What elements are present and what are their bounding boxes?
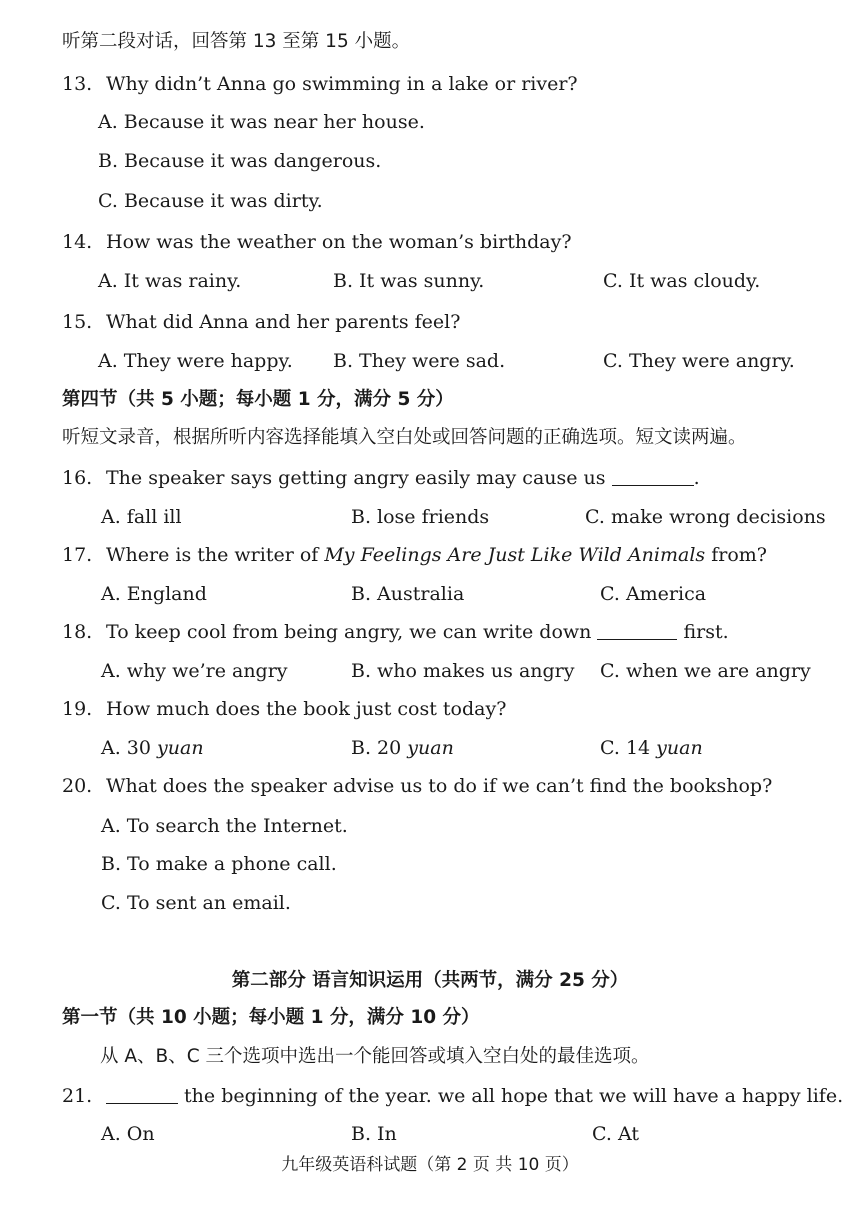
q17-option-a: A. England (101, 583, 207, 605)
question-20 (62, 774, 772, 798)
option-value: B. 20 (351, 737, 402, 759)
dialogue2-instruction: 听第二段对话，回答第 13 至第 15 小题。 (62, 31, 411, 52)
q20-option-b: B. To make a phone call. (101, 853, 337, 875)
question-text: The speaker says getting angry easily may cause us (106, 467, 606, 489)
question-number: 18. (62, 621, 93, 643)
question-text: How much does the book just cost today? (106, 698, 507, 720)
currency-unit: yuan (656, 737, 703, 759)
book-title: My Feelings Are Just Like Wild Animals (324, 544, 706, 566)
q13-option-c: C. Because it was dirty. (98, 190, 323, 212)
q21-option-b: B. In (351, 1123, 397, 1145)
question-text: What did Anna and her parents feel? (106, 311, 461, 333)
q18-option-c: C. when we are angry (600, 660, 811, 682)
question-19 (62, 697, 506, 721)
option-value: C. 14 (600, 737, 651, 759)
q18-option-b: B. who makes us angry (351, 660, 575, 682)
question-text: To keep cool from being angry, we can write down (106, 621, 592, 643)
question-number: 17. (62, 544, 93, 566)
q13-option-b: B. Because it was dangerous. (98, 150, 382, 172)
q19-option-a (101, 736, 204, 760)
page-footer: 九年级英语科试题（第 2 页 共 10 页） (281, 1155, 579, 1175)
q14-option-b: B. It was sunny. (333, 270, 485, 292)
q21-option-a: A. On (101, 1123, 155, 1145)
question-number: 19. (62, 698, 93, 720)
q14-option-c: C. It was cloudy. (603, 270, 761, 292)
q20-option-a: A. To search the Internet. (101, 815, 348, 837)
q15-option-c: C. They were angry. (603, 350, 795, 372)
question-text-end: . (693, 467, 700, 489)
answer-blank (612, 467, 694, 486)
q15-option-b: B. They were sad. (333, 350, 506, 372)
q17-option-b: B. Australia (351, 583, 465, 605)
question-text-end: first. (683, 621, 729, 643)
question-13 (62, 72, 578, 96)
q14-option-a: A. It was rainy. (98, 270, 242, 292)
section4-instruction: 听短文录音，根据所听内容选择能填入空白处或回答问题的正确选项。短文读两遍。 (62, 427, 747, 448)
q17-option-c: C. America (600, 583, 707, 605)
question-17 (62, 543, 767, 567)
question-15 (62, 310, 460, 334)
question-number: 14. (62, 231, 93, 253)
q16-option-c: C. make wrong decisions (585, 506, 826, 528)
q19-option-c (600, 736, 703, 760)
answer-blank (597, 621, 677, 640)
q19-option-b (351, 736, 454, 760)
question-text: Why didn’t Anna go swimming in a lake or river? (106, 73, 578, 95)
question-number: 15. (62, 311, 93, 333)
question-16 (62, 466, 700, 490)
question-21 (62, 1084, 843, 1108)
question-number: 13. (62, 73, 93, 95)
question-text: the beginning of the year. we all hope that we will have a happy life. (184, 1085, 844, 1107)
q18-option-a: A. why we’re angry (101, 660, 288, 682)
section4-header: 第四节（共 5 小题；每小题 1 分，满分 5 分） (62, 389, 454, 410)
part2-section1-instruction: 从 A、B、C 三个选项中选出一个能回答或填入空白处的最佳选项。 (100, 1046, 650, 1067)
question-text-end: from? (705, 544, 767, 566)
option-value: A. 30 (101, 737, 151, 759)
q21-option-c: C. At (592, 1123, 639, 1145)
q16-option-a: A. fall ill (101, 506, 182, 528)
answer-blank (106, 1085, 178, 1104)
currency-unit: yuan (407, 737, 454, 759)
part2-title: 第二部分 语言知识运用（共两节，满分 25 分） (231, 970, 629, 991)
question-text: Where is the writer of (106, 544, 325, 566)
q20-option-c: C. To sent an email. (101, 892, 291, 914)
question-number: 16. (62, 467, 93, 489)
question-14 (62, 230, 572, 254)
question-text: What does the speaker advise us to do if we can’t find the bookshop? (106, 775, 773, 797)
question-number: 20. (62, 775, 93, 797)
question-18 (62, 620, 729, 644)
question-text: How was the weather on the woman’s birthday? (106, 231, 572, 253)
q16-option-b: B. lose friends (351, 506, 490, 528)
q15-option-a: A. They were happy. (98, 350, 293, 372)
q13-option-a: A. Because it was near her house. (98, 111, 425, 133)
currency-unit: yuan (157, 737, 204, 759)
question-number: 21. (62, 1085, 93, 1107)
part2-section1-header: 第一节（共 10 小题；每小题 1 分，满分 10 分） (62, 1007, 480, 1028)
